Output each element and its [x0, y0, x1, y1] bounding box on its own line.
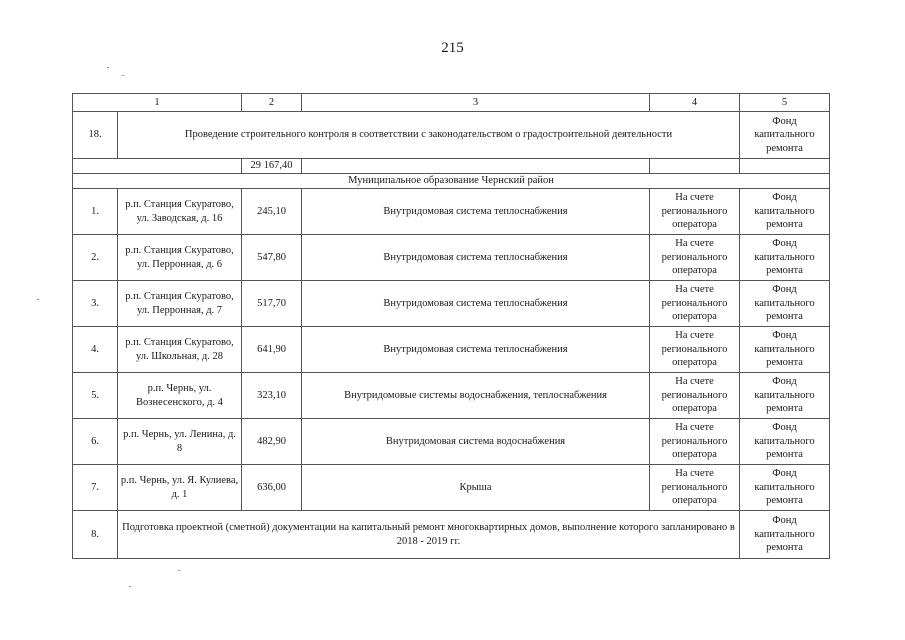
column-number-5: 5 — [740, 94, 830, 112]
scan-speck — [122, 75, 124, 76]
column-number-3: 3 — [302, 94, 650, 112]
row-fund: Фонд капитального ремонта — [740, 327, 830, 373]
section-fund: Фонд капитального ремонта — [740, 112, 830, 159]
table-row — [73, 281, 830, 327]
row-account: На счете регионального оператора — [650, 281, 740, 327]
row-work-type: Крыша — [302, 465, 650, 511]
row-fund: Фонд капитального ремонта — [740, 189, 830, 235]
section-fund: Фонд капитального ремонта — [740, 511, 830, 559]
row-account: На счете регионального оператора — [650, 235, 740, 281]
row-work-type: Внутридомовая система теплоснабжения — [302, 235, 650, 281]
table-row — [73, 373, 830, 419]
table-row — [73, 235, 830, 281]
row-cost: 636,00 — [242, 465, 302, 511]
column-number-4: 4 — [650, 94, 740, 112]
row-cost: 547,80 — [242, 235, 302, 281]
row-address: р.п. Чернь, ул. Вознесенского, д. 4 — [118, 373, 242, 419]
row-number: 6. — [73, 419, 118, 465]
row-fund: Фонд капитального ремонта — [740, 281, 830, 327]
table-row — [73, 465, 830, 511]
row-cost: 641,90 — [242, 327, 302, 373]
section-description: Проведение строительного контроля в соответствии с законодательством о градостроительной деятельности — [118, 112, 740, 159]
row-account: На счете регионального оператора — [650, 419, 740, 465]
scan-speck — [178, 570, 180, 571]
section-description: Подготовка проектной (сметной) документации на капитальный ремонт многоквартирных домов, выполнение которого запланировано в 2018 - 2019 гг. — [118, 511, 740, 559]
row-address: р.п. Чернь, ул. Ленина, д. 8 — [118, 419, 242, 465]
total-empty-cell — [650, 159, 740, 174]
row-number: 1. — [73, 189, 118, 235]
row-work-type: Внутридомовая система теплоснабжения — [302, 189, 650, 235]
column-number-row — [73, 94, 830, 112]
row-cost: 323,10 — [242, 373, 302, 419]
column-number-2: 2 — [242, 94, 302, 112]
total-empty-cell — [302, 159, 650, 174]
page-number: 215 — [441, 40, 464, 56]
scan-speck — [107, 67, 109, 68]
column-number-1: 1 — [73, 94, 242, 112]
row-address: р.п. Станция Скуратово, ул. Перронная, д. 7 — [118, 281, 242, 327]
table-row — [73, 419, 830, 465]
row-address: р.п. Чернь, ул. Я. Кулиева, д. 1 — [118, 465, 242, 511]
municipality-title: Муниципальное образование Чернский район — [73, 174, 830, 189]
row-account: На счете регионального оператора — [650, 189, 740, 235]
row-number: 4. — [73, 327, 118, 373]
table-row — [73, 327, 830, 373]
scan-speck — [37, 299, 39, 300]
row-number: 2. — [73, 235, 118, 281]
row-number: 5. — [73, 373, 118, 419]
section-row-8 — [73, 511, 830, 559]
row-number: 3. — [73, 281, 118, 327]
total-cost: 29 167,40 — [242, 159, 302, 174]
total-empty-cell — [73, 159, 242, 174]
row-account: На счете регионального оператора — [650, 465, 740, 511]
row-work-type: Внутридомовая система теплоснабжения — [302, 327, 650, 373]
row-address: р.п. Станция Скуратово, ул. Заводская, д. 16 — [118, 189, 242, 235]
row-work-type: Внутридомовые системы водоснабжения, теплоснабжения — [302, 373, 650, 419]
municipality-row — [73, 174, 830, 189]
row-address: р.п. Станция Скуратово, ул. Перронная, д. 6 — [118, 235, 242, 281]
total-row — [73, 159, 830, 174]
row-address: р.п. Станция Скуратово, ул. Школьная, д. 28 — [118, 327, 242, 373]
program-table — [72, 93, 830, 559]
row-number: 7. — [73, 465, 118, 511]
row-account: На счете регионального оператора — [650, 327, 740, 373]
scan-speck — [129, 586, 131, 587]
total-empty-cell — [740, 159, 830, 174]
section-row-18 — [73, 112, 830, 159]
table-row — [73, 189, 830, 235]
row-fund: Фонд капитального ремонта — [740, 235, 830, 281]
row-cost: 482,90 — [242, 419, 302, 465]
row-fund: Фонд капитального ремонта — [740, 465, 830, 511]
section-number: 18. — [73, 112, 118, 159]
row-work-type: Внутридомовая система теплоснабжения — [302, 281, 650, 327]
section-number: 8. — [73, 511, 118, 559]
row-fund: Фонд капитального ремонта — [740, 373, 830, 419]
row-account: На счете регионального оператора — [650, 373, 740, 419]
row-cost: 245,10 — [242, 189, 302, 235]
row-cost: 517,70 — [242, 281, 302, 327]
row-fund: Фонд капитального ремонта — [740, 419, 830, 465]
row-work-type: Внутридомовая система водоснабжения — [302, 419, 650, 465]
